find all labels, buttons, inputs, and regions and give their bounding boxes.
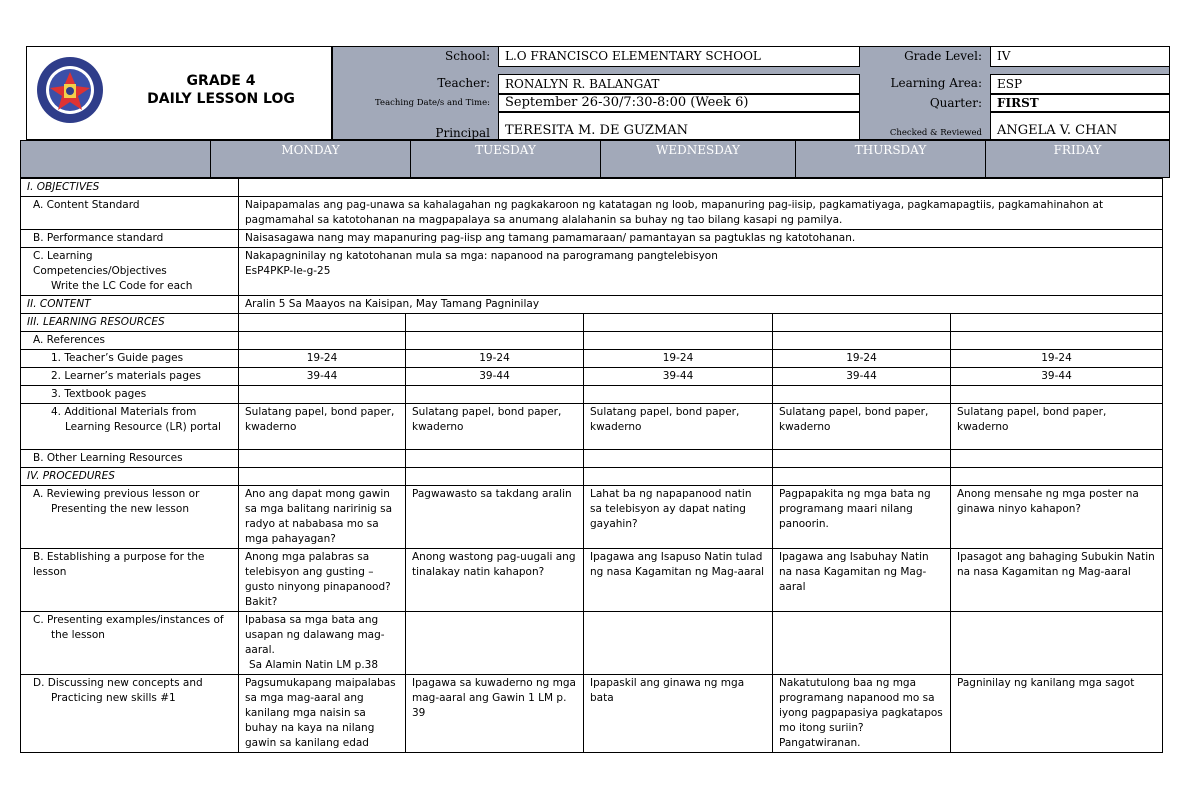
lm-thursday: 39-44 bbox=[773, 368, 951, 386]
procedure-b-thursday: Ipagawa ang Isabuhay Natin na nasa Kagamitan ng Mag-aaral bbox=[773, 549, 951, 612]
competencies-label bbox=[21, 248, 239, 296]
principal-value: TERESITA M. DE GUZMAN bbox=[498, 112, 860, 140]
school-value: L.O FRANCISCO ELEMENTARY SCHOOL bbox=[498, 46, 860, 67]
table-row bbox=[21, 450, 1163, 468]
procedure-a-tuesday: Pagwawasto sa takdang aralin bbox=[406, 486, 584, 549]
procedure-c-label-line-2: the lesson bbox=[51, 629, 105, 641]
additional-tuesday: Sulatang papel, bond paper, kwaderno bbox=[406, 404, 584, 450]
table-row bbox=[21, 296, 1163, 314]
dates-value: September 26-30/7:30-8:00 (Week 6) bbox=[498, 94, 860, 112]
procedure-c-label bbox=[21, 612, 239, 675]
tg-friday: 19-24 bbox=[951, 350, 1163, 368]
table-row bbox=[21, 386, 1163, 404]
procedure-c-monday bbox=[239, 612, 406, 675]
checked-label: Checked & Reviewed bbox=[889, 128, 982, 138]
lesson-log-table bbox=[20, 178, 1163, 753]
table-row bbox=[21, 368, 1163, 386]
procedure-b-wednesday: Ipagawa ang Isapuso Natin tulad ng nasa Kagamitan ng Mag-aaral bbox=[584, 549, 773, 612]
dates-label: Teaching Date/s and Time: bbox=[375, 98, 490, 108]
table-row bbox=[21, 675, 1163, 753]
quarter-label: Quarter: bbox=[929, 96, 982, 110]
procedure-d-label-line-2: Practicing new skills #1 bbox=[51, 692, 176, 704]
tg-tuesday: 19-24 bbox=[406, 350, 584, 368]
procedure-c-monday-ref: Sa Alamin Natin LM p.38 bbox=[249, 659, 379, 671]
log-title: DAILY LESSON LOG bbox=[147, 91, 295, 107]
school-label: School: bbox=[445, 49, 490, 63]
table-row bbox=[21, 179, 1163, 197]
table-row bbox=[21, 248, 1163, 296]
procedure-d-wednesday: Ipapaskil ang ginawa ng mga bata bbox=[584, 675, 773, 753]
additional-label-line-2: Learning Resource (LR) portal bbox=[65, 421, 221, 433]
lm-friday: 39-44 bbox=[951, 368, 1163, 386]
table-row bbox=[21, 197, 1163, 230]
objectives-section: I. OBJECTIVES bbox=[21, 179, 239, 197]
table-row bbox=[21, 314, 1163, 332]
learning-area-label: Learning Area: bbox=[890, 76, 982, 90]
grade-title bbox=[110, 72, 332, 108]
grade-label: GRADE 4 bbox=[186, 73, 256, 89]
table-row bbox=[21, 350, 1163, 368]
teacher-label: Teacher: bbox=[437, 76, 490, 90]
table-row bbox=[21, 468, 1163, 486]
procedure-d-label-line-1: D. Discussing new concepts and bbox=[33, 677, 203, 689]
procedure-c-thursday bbox=[773, 612, 951, 675]
competencies-value bbox=[239, 248, 1163, 296]
procedure-d-monday: Pagsumukapang maipalabas sa mga mag-aaral ang kanilang mga naisin sa buhay na kaya na nilang gawin sa kanilang edad bbox=[239, 675, 406, 753]
performance-standard-label: B. Performance standard bbox=[21, 230, 239, 248]
textbook-label: 3. Textbook pages bbox=[21, 386, 239, 404]
lm-monday: 39-44 bbox=[239, 368, 406, 386]
teacher-value: RONALYN R. BALANGAT bbox=[498, 74, 860, 94]
procedure-a-label bbox=[21, 486, 239, 549]
procedure-b-tuesday: Anong wastong pag-uugali ang tinalakay natin kahapon? bbox=[406, 549, 584, 612]
other-resources-label: B. Other Learning Resources bbox=[21, 450, 239, 468]
content-standard-label: A. Content Standard bbox=[21, 197, 239, 230]
procedure-a-label-line-2: Presenting the new lesson bbox=[51, 503, 189, 515]
procedure-a-thursday: Pagpapakita ng mga bata ng programang maari nilang panoorin. bbox=[773, 486, 951, 549]
competencies-label-line-3: Write the LC Code for each bbox=[51, 280, 193, 292]
content-value: Aralin 5 Sa Maayos na Kaisipan, May Tamang Pagninilay bbox=[239, 296, 1163, 314]
quarter-value: FIRST bbox=[990, 94, 1170, 112]
procedure-b-label: B. Establishing a purpose for the lesson bbox=[21, 549, 239, 612]
grade-level-value: IV bbox=[990, 46, 1170, 67]
day-header-monday: MONDAY bbox=[210, 141, 410, 177]
procedure-d-friday: Pagninilay ng kanilang mga sagot bbox=[951, 675, 1163, 753]
procedure-a-label-line-1: A. Reviewing previous lesson or bbox=[33, 488, 200, 500]
learners-materials-label: 2. Learner’s materials pages bbox=[21, 368, 239, 386]
checked-by-value: ANGELA V. CHAN bbox=[990, 112, 1170, 140]
content-standard-value: Naipapamalas ang pag-unawa sa kahalagahan ng pagkakaroon ng katatagan ng loob, mapanuring pag-iisip, pagkamatiyaga, pagkamapagtiis, pagkamahinahon at pagmamahal sa katotohanan na magpapalaya sa anumang alalahanin sa buhay ng tao bilang kasapi ng pamilya. bbox=[239, 197, 1163, 230]
day-header-wednesday: WEDNESDAY bbox=[600, 141, 795, 177]
competencies-label-line-1: C. Learning bbox=[33, 250, 93, 262]
competencies-text: Nakapagninilay ng katotohanan mula sa mga: napanood na parogramang pangtelebisyon bbox=[245, 250, 718, 262]
table-row bbox=[21, 230, 1163, 248]
content-section: II. CONTENT bbox=[21, 296, 239, 314]
additional-label-line-1: 4. Additional Materials from bbox=[51, 406, 197, 418]
lm-tuesday: 39-44 bbox=[406, 368, 584, 386]
procedure-c-wednesday bbox=[584, 612, 773, 675]
lm-wednesday: 39-44 bbox=[584, 368, 773, 386]
deped-seal-logo bbox=[36, 56, 104, 124]
table-row bbox=[21, 549, 1163, 612]
procedure-d-label bbox=[21, 675, 239, 753]
performance-standard-value: Naisasagawa nang may mapanuring pag-iisp ang tamang pamamaraan/ pamantayan sa pagtuklas ng katotohanan. bbox=[239, 230, 1163, 248]
additional-friday: Sulatang papel, bond paper, kwaderno bbox=[951, 404, 1163, 450]
day-header-thursday: THURSDAY bbox=[795, 141, 985, 177]
procedure-d-thursday: Nakatutulong baa ng mga programang napanood mo sa iyong pagpapasiya pagkatapos mo itong suriin? Pangatwiranan. bbox=[773, 675, 951, 753]
additional-thursday: Sulatang papel, bond paper, kwaderno bbox=[773, 404, 951, 450]
tg-thursday: 19-24 bbox=[773, 350, 951, 368]
resources-section: III. LEARNING RESOURCES bbox=[21, 314, 239, 332]
grade-level-label: Grade Level: bbox=[904, 49, 982, 63]
tg-wednesday: 19-24 bbox=[584, 350, 773, 368]
table-row bbox=[21, 612, 1163, 675]
procedure-a-wednesday: Lahat ba ng napapanood natin sa telebisyon ay dapat nating gayahin? bbox=[584, 486, 773, 549]
procedure-b-monday: Anong mga palabras sa telebisyon ang gusting – gusto ninyong pinapanood? Bakit? bbox=[239, 549, 406, 612]
learning-area-value: ESP bbox=[990, 74, 1170, 94]
principal-label: Principal bbox=[435, 126, 490, 140]
procedure-c-label-line-1: C. Presenting examples/instances of bbox=[33, 614, 224, 626]
procedure-a-monday: Ano ang dapat mong gawin sa mga balitang naririnig sa radyo at nababasa mo sa mga pahayagan? bbox=[239, 486, 406, 549]
teachers-guide-label: 1. Teacher’s Guide pages bbox=[21, 350, 239, 368]
day-header-tuesday: TUESDAY bbox=[410, 141, 600, 177]
procedure-b-friday: Ipasagot ang bahaging Subukin Natin na nasa Kagamitan ng Mag-aaral bbox=[951, 549, 1163, 612]
additional-monday: Sulatang papel, bond paper, kwaderno bbox=[239, 404, 406, 450]
additional-wednesday: Sulatang papel, bond paper, kwaderno bbox=[584, 404, 773, 450]
competencies-label-line-2: Competencies/Objectives bbox=[33, 265, 167, 277]
competencies-code: EsP4PKP-Ie-g-25 bbox=[245, 265, 331, 277]
procedure-c-friday bbox=[951, 612, 1163, 675]
procedure-c-monday-text: Ipabasa sa mga bata ang usapan ng dalawang mag-aaral. bbox=[245, 614, 385, 656]
day-header-friday: FRIDAY bbox=[985, 141, 1169, 177]
table-row bbox=[21, 404, 1163, 450]
procedure-a-friday: Anong mensahe ng mga poster na ginawa ninyo kahapon? bbox=[951, 486, 1163, 549]
procedure-d-tuesday: Ipagawa sa kuwaderno ng mga mag-aaral ang Gawin 1 LM p. 39 bbox=[406, 675, 584, 753]
references-label: A. References bbox=[21, 332, 239, 350]
procedure-c-tuesday bbox=[406, 612, 584, 675]
tg-monday: 19-24 bbox=[239, 350, 406, 368]
additional-materials-label bbox=[21, 404, 239, 450]
table-row bbox=[21, 332, 1163, 350]
procedures-section: IV. PROCEDURES bbox=[21, 468, 239, 486]
table-row bbox=[21, 486, 1163, 549]
